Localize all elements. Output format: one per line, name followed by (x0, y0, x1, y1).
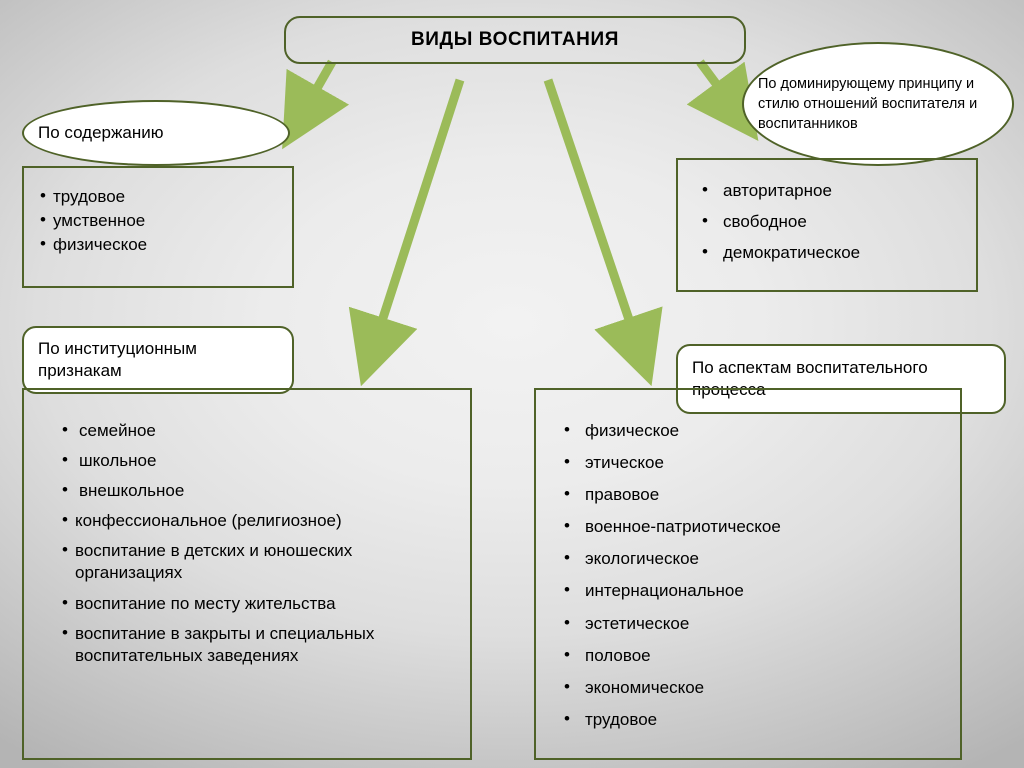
bullet-icon: • (62, 420, 68, 439)
bullet-icon: • (62, 622, 68, 642)
list-item: • умственное (40, 210, 146, 231)
list-item: • половое (564, 644, 651, 665)
bullet-icon: • (564, 452, 570, 472)
list-item: • семейное (62, 420, 156, 440)
bullet-icon: • (62, 592, 68, 612)
callout-by-content-label: По содержанию (38, 122, 164, 142)
callout-by-institutional-label: По институционным признакам (38, 338, 197, 380)
bullet-icon: • (62, 450, 68, 470)
list-item: • воспитание по месту жительства (62, 592, 336, 613)
list-item: • правовое (564, 484, 660, 505)
arrow-to-by-content (300, 62, 332, 118)
list-item: • экологическое (564, 548, 699, 569)
list-item: • трудовое (564, 708, 658, 729)
bullet-icon: • (62, 510, 68, 530)
bullet-icon: • (702, 211, 708, 231)
list-item: • школьное (62, 450, 157, 471)
bullet-icon: • (62, 480, 68, 500)
bullet-icon: • (564, 612, 570, 632)
bullet-icon: • (702, 180, 708, 199)
callout-by-dominant-principle-label: По доминирующему принципу и стилю отношений воспитателя и воспитанников (758, 76, 978, 132)
list-item: • внешкольное (62, 480, 185, 501)
list-item: • физическое (564, 420, 680, 440)
bullet-icon: • (62, 540, 68, 560)
bullet-icon: • (564, 708, 570, 728)
bullet-icon: • (564, 548, 570, 568)
callout-by-content (22, 100, 290, 166)
arrow-to-aspects (548, 80, 640, 352)
bullet-icon: • (564, 580, 570, 600)
bullet-icon: • (40, 210, 46, 230)
bullet-icon: • (40, 186, 46, 205)
bullet-icon: • (564, 644, 570, 664)
list-item: • экономическое (564, 676, 705, 697)
callout-by-aspects-label: По аспектам воспитательного процесса (692, 357, 928, 399)
bullet-icon: • (702, 242, 708, 262)
bullet-icon: • (564, 516, 570, 536)
list-item: • военное-патриотическое (564, 516, 781, 537)
bullet-icon: • (564, 676, 570, 696)
list-item: • интернациональное (564, 580, 744, 601)
list-item: • этическое (564, 452, 664, 473)
list-item: • свободное (702, 211, 807, 232)
slide-title: ВИДЫ ВОСПИТАНИЯ (410, 29, 620, 50)
bullet-icon: • (564, 420, 570, 439)
bullet-icon: • (40, 234, 46, 254)
list-by-content (22, 166, 294, 288)
arrow-to-dominant-principle (700, 62, 737, 112)
list-item: • эстетическое (564, 612, 690, 633)
list-item: • трудовое (40, 186, 126, 206)
callout-by-dominant-principle (742, 42, 1014, 166)
list-item: • конфессиональное (религиозное) (62, 510, 342, 531)
list-by-institutional (22, 388, 472, 760)
list-by-aspects (534, 388, 962, 760)
callout-by-institutional (22, 326, 294, 394)
list-item: • воспитание в детских и юношеских организациях (62, 540, 353, 583)
list-item: • демократическое (702, 242, 861, 263)
list-item: • воспитание в закрыты и специальных воспитательных заведениях (62, 622, 375, 665)
arrow-to-institutional (372, 80, 460, 352)
bullet-icon: • (564, 484, 570, 504)
slide-title-box (284, 16, 746, 64)
list-item: • физическое (40, 234, 148, 255)
list-by-dominant-principle (676, 158, 978, 292)
list-item: • авторитарное (702, 180, 832, 200)
